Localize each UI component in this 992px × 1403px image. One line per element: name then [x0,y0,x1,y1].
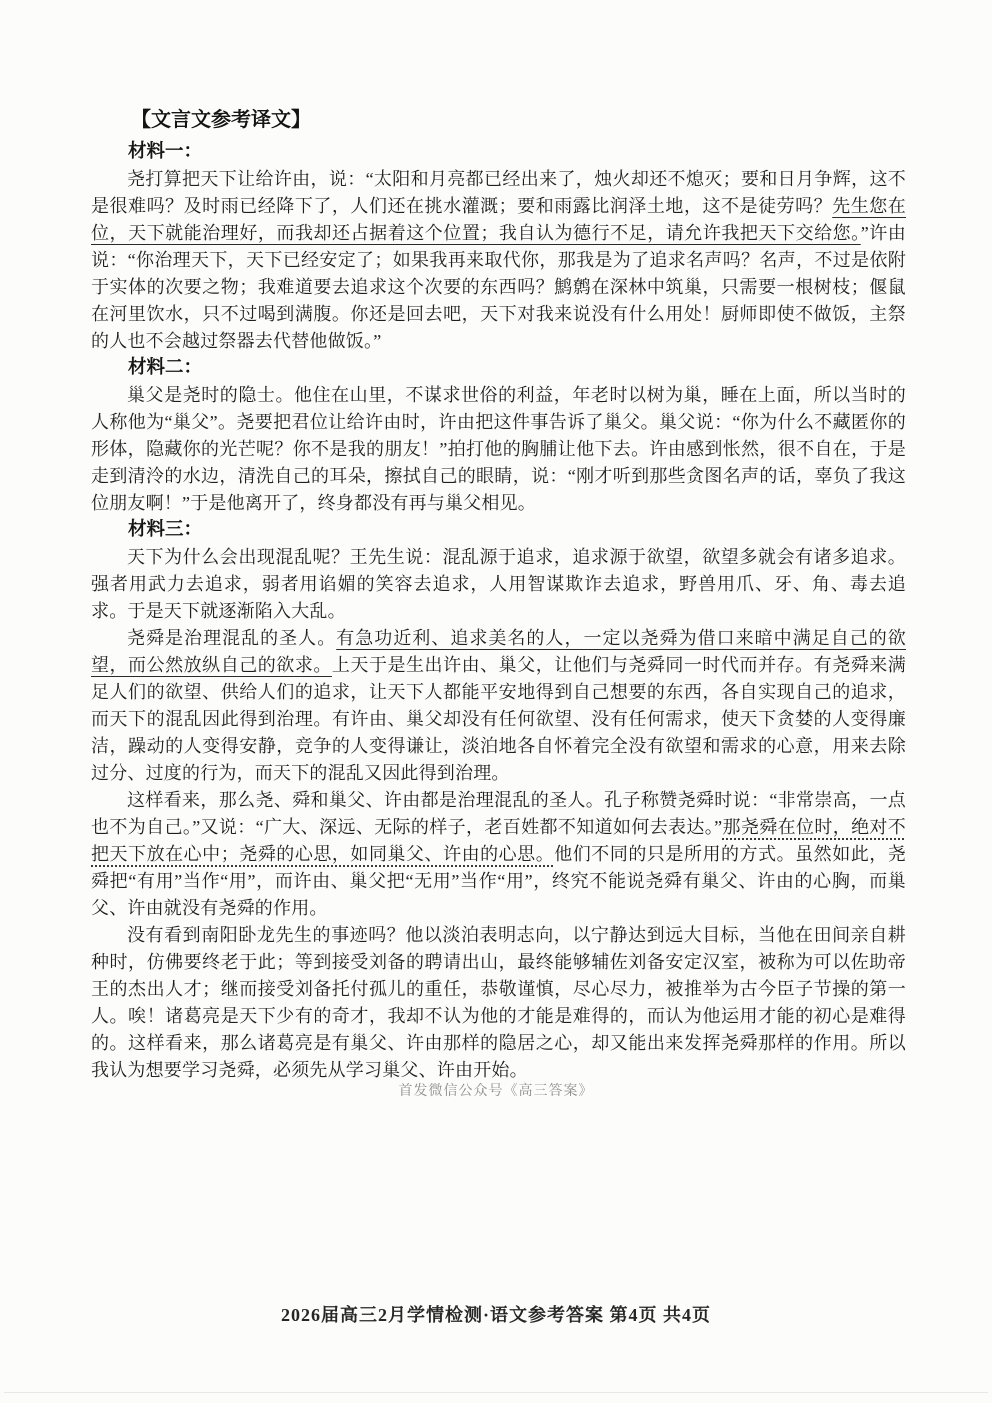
material-3-paragraph-2 [91,625,906,787]
text-segment: ”许由说：“你治理天下，天下已经安定了；如果我再来取代你，那我是为了追求名声吗？名声，不过是依附于实体的次要之物；我难道要去追求这个次要的东西吗？鹪鹩在深林中筑巢，只需要一根树枝；偃鼠在河里饮水，只不过喝到满腹。你还是回去吧，天下对我来说没有什么用处！厨师即使不做饭，主祭的人也不会越过祭器去代替他做饭。” [91,223,906,351]
material-3-paragraph-1 [91,544,906,625]
text-segment: 尧舜是治理混乱的圣人。 [127,628,337,648]
text-segment: 巢父是尧时的隐士。他住在山里，不谋求世俗的利益，年老时以树为巢，睡在上面，所以当时的人称他为“巢父”。尧要把君位让给许由时，许由把这件事告诉了巢父。巢父说：“你为什么不藏匿你的形体，隐藏你的光芒呢？你不是我的朋友！”拍打他的胸脯让他下去。许由感到怅然，很不自在，于是走到清泠的水边，清洗自己的耳朵，擦拭自己的眼睛，说：“刚才听到那些贪图名声的话，辜负了我这位朋友啊！”于是他离开了，终身都没有再与巢父相见。 [91,385,906,513]
material-3-paragraph-4 [91,922,906,1084]
material-1-label: 材料一： [128,142,203,162]
wechat-watermark: 首发微信公众号《高三答案》 [398,1084,594,1099]
underlined-segment: 先生您在位，天下就能治理好，而我却还占据着这个位置；我自认为德行不足，请允许我把天下交给您。 [91,196,906,243]
text-segment: 他们不同的只是所用的方式。虽然如此，尧舜把“有用”当作“用”，而许由、巢父把“无用”当作“用”，终究不能说尧舜有巢父、许由的心胸，而巢父、许由就没有尧舜的作用。 [91,844,906,918]
page-bottom-edge [4,1392,988,1393]
material-3-label: 材料三： [128,520,203,540]
translation-content [91,103,906,1084]
section-heading: 【文言文参考译文】 [131,109,311,131]
text-segment: 上天于是生出许由、巢父，让他们与尧舜同一时代而并存。有尧舜来满足人们的欲望、供给人们的追求，让天下人都能平安地得到自己想要的东西，各自实现自己的追求，而天下的混乱因此得到治理。有许由、巢父却没有任何欲望、没有任何需求，使天下贪婪的人变得廉洁，躁动的人变得安静，竞争的人变得谦让，淡泊地各自怀着完全没有欲望和需求的心意，用来去除过分、过度的行为，而天下的混乱又因此得到治理。 [91,655,906,783]
material-2-paragraph [91,382,906,517]
material-1-paragraph [91,166,906,355]
text-segment: 这样看来，那么尧、舜和巢父、许由都是治理混乱的圣人。孔子称赞尧舜时说：“非常崇高，一点也不为自己。”又说：“广大、深远、无际的样子，老百姓都不知道如何去表达。” [91,790,906,837]
text-segment: 尧打算把天下让给许由，说：“太阳和月亮都已经出来了，烛火却还不熄灭；要和日月争辉，这不是很难吗？及时雨已经降下了，人们还在挑水灌溉；要和雨露比润泽土地，这不是徒劳吗？ [91,169,906,216]
dotted-underlined-segment: 那尧舜在位时，绝对不把天下放在心中；尧舜的心思，如同巢父、许由的心思。 [91,817,907,864]
material-3-paragraph-3 [91,787,906,922]
text-segment: 没有看到南阳卧龙先生的事迹吗？他以淡泊表明志向，以宁静达到远大目标，当他在田间亲自耕种时，仿佛要终老于此；等到接受刘备的聘请出山，最终能够辅佐刘备安定汉室，被称为可以佐助帝王的杰出人才；继而接受刘备托付孤儿的重任，恭敬谨慎，尽心尽力，被推举为古今臣子节操的第一人。唉！诸葛亮是天下少有的奇才，我却不认为他的才能是难得的，而认为他运用才能的初心是难得的。这样看来，那么诸葛亮是有巢父、许由那样的隐居之心，却又能出来发挥尧舜那样的作用。所以我认为想要学习尧舜，必须先从学习巢父、许由开始。 [91,925,906,1080]
text-segment: 天下为什么会出现混乱呢？王先生说：混乱源于追求，追求源于欲望，欲望多就会有诸多追求。强者用武力去追求，弱者用谄媚的笑容去追求，人用智谋欺诈去追求，野兽用爪、牙、角、毒去追求。于是天下就逐渐陷入大乱。 [91,547,906,621]
page-footer: 2026届高三2月学情检测·语文参考答案 第4页 共4页 [280,1305,711,1325]
underlined-segment: 有急功近利、追求美名的人，一定以尧舜为借口来暗中满足自己的欲望，而公然放纵自己的欲求。 [91,628,906,675]
material-2-label: 材料二： [128,358,203,378]
